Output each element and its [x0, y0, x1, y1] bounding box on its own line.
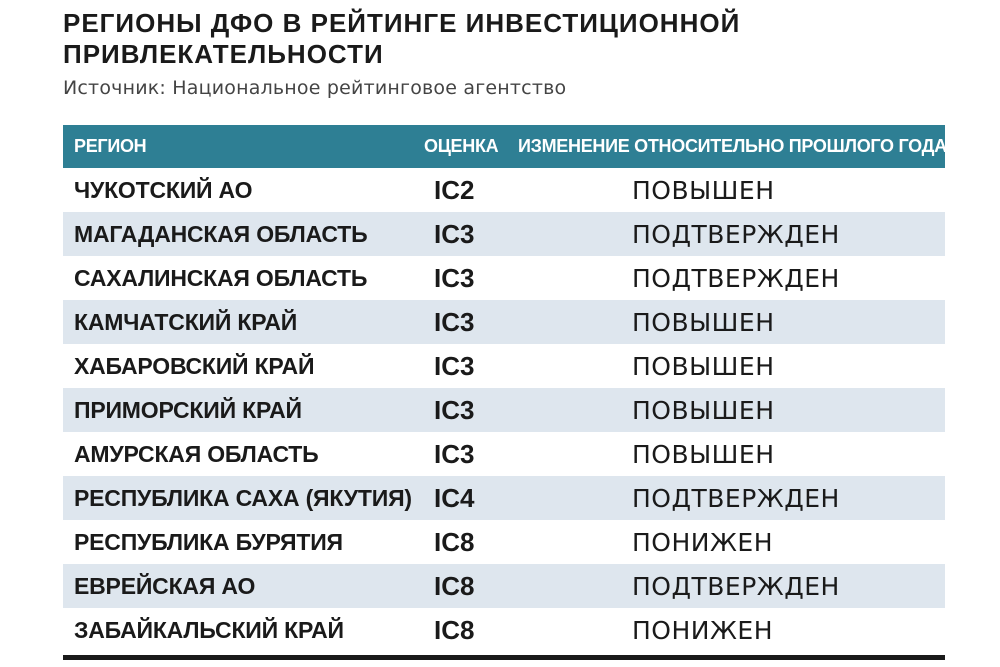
cell-score: IC8	[434, 570, 475, 601]
cell-score: IC3	[434, 218, 475, 249]
cell-region: ЗАБАЙКАЛЬСКИЙ КРАЙ	[74, 616, 344, 643]
table-row	[63, 520, 945, 564]
cell-region: КАМЧАТСКИЙ КРАЙ	[74, 308, 298, 335]
cell-score: IC4	[434, 482, 475, 513]
cell-region: АМУРСКАЯ ОБЛАСТЬ	[74, 440, 319, 467]
column-header-change: ИЗМЕНЕНИЕ ОТНОСИТЕЛЬНО ПРОШЛОГО ГОДА	[518, 136, 947, 156]
cell-change: ПОНИЖЕН	[632, 615, 773, 645]
rating-table-container	[63, 125, 945, 652]
cell-region: РЕСПУБЛИКА САХА (ЯКУТИЯ)	[74, 484, 412, 511]
table-row	[63, 608, 945, 652]
rating-table	[63, 125, 945, 652]
cell-change: ПОВЫШЕН	[632, 439, 775, 469]
cell-score: IC3	[434, 306, 475, 337]
cell-region: ХАБАРОВСКИЙ КРАЙ	[74, 352, 315, 379]
cell-region: ЧУКОТСКИЙ АО	[74, 176, 253, 203]
cell-change: ПОВЫШЕН	[632, 351, 775, 381]
cell-change: ПОДТВЕРЖДЕН	[632, 483, 840, 513]
cell-region: ЕВРЕЙСКАЯ АО	[74, 572, 256, 599]
table-row	[63, 344, 945, 388]
cell-change: ПОНИЖЕН	[632, 527, 773, 557]
cell-change: ПОДТВЕРЖДЕН	[632, 263, 840, 293]
column-header-score: ОЦЕНКА	[424, 136, 499, 156]
cell-score: IC8	[434, 614, 475, 645]
table-row	[63, 168, 945, 212]
cell-score: IC3	[434, 394, 475, 425]
table-row	[63, 432, 945, 476]
cell-score: IC3	[434, 262, 475, 293]
cell-region: ПРИМОРСКИЙ КРАЙ	[74, 396, 302, 423]
table-header-row	[63, 125, 945, 168]
table-row	[63, 256, 945, 300]
cell-change: ПОВЫШЕН	[632, 175, 775, 205]
table-row	[63, 212, 945, 256]
cell-change: ПОДТВЕРЖДЕН	[632, 571, 840, 601]
cell-region: САХАЛИНСКАЯ ОБЛАСТЬ	[74, 264, 368, 291]
chart-source: Источник: Национальное рейтинговое агентство	[63, 77, 567, 99]
cell-score: IC2	[434, 174, 475, 205]
cell-change: ПОВЫШЕН	[632, 307, 775, 337]
table-row	[63, 388, 945, 432]
cell-change: ПОВЫШЕН	[632, 395, 775, 425]
table-row	[63, 476, 945, 520]
cell-score: IC3	[434, 350, 475, 381]
cell-score: IC8	[434, 526, 475, 557]
column-header-region: РЕГИОН	[74, 136, 147, 156]
cell-change: ПОДТВЕРЖДЕН	[632, 219, 840, 249]
chart-title: РЕГИОНЫ ДФО В РЕЙТИНГЕ ИНВЕСТИЦИОННОЙ ПРИВЛЕКАТЕЛЬНОСТИ	[63, 8, 741, 69]
table-row	[63, 564, 945, 608]
cell-region: МАГАДАНСКАЯ ОБЛАСТЬ	[74, 220, 368, 247]
cell-region: РЕСПУБЛИКА БУРЯТИЯ	[74, 528, 343, 555]
table-header	[63, 125, 945, 168]
table-body	[63, 168, 945, 652]
bottom-rule	[63, 655, 945, 660]
cell-score: IC3	[434, 438, 475, 469]
table-row	[63, 300, 945, 344]
